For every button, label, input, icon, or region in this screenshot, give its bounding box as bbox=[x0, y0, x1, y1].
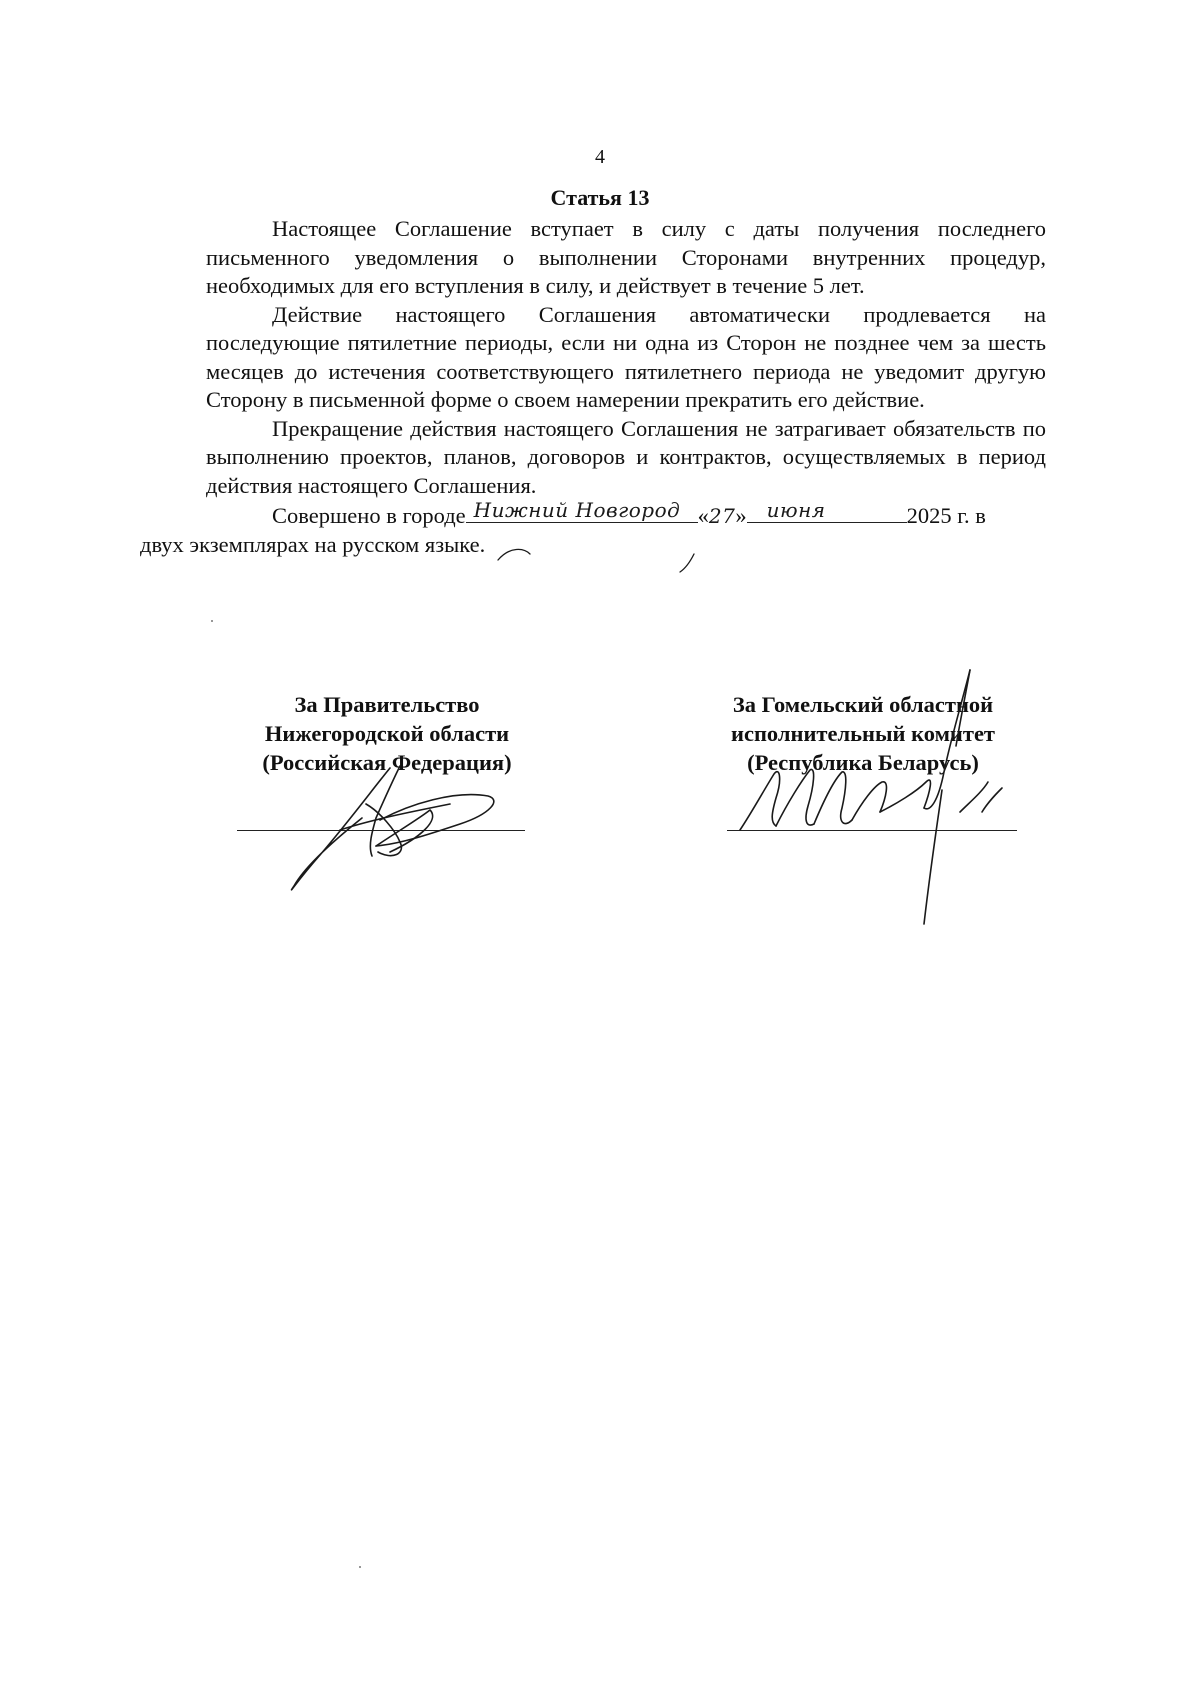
day-close-quote: » bbox=[735, 503, 747, 528]
handwriting-strokes bbox=[490, 540, 950, 580]
month-blank bbox=[747, 500, 907, 523]
signatory-right-line3: (Республика Беларусь) bbox=[747, 750, 979, 775]
signatory-right-line2: исполнительный комитет bbox=[731, 721, 995, 746]
day-open-quote: « bbox=[697, 503, 709, 528]
completion-year: 2025 г. в bbox=[906, 503, 986, 528]
paragraph-entry-into-force: Настоящее Соглашение вступает в силу с даты получения последнего письменного уведомления о выполнении Сторонами внутренних процедур, необходимых для его вступления в силу, и действует в течение 5 лет. bbox=[206, 216, 1046, 298]
signatory-right-line1: За Гомельский областной bbox=[732, 692, 994, 717]
page-number: 4 bbox=[595, 146, 605, 168]
signature-right bbox=[730, 662, 1030, 932]
article-title: Статья 13 bbox=[550, 185, 650, 210]
article-body bbox=[140, 215, 1046, 559]
completion-prefix: Совершено в городе bbox=[272, 503, 466, 528]
signature-left bbox=[280, 760, 520, 900]
signatory-left-line2: Нижегородской области bbox=[264, 721, 510, 746]
signatory-left-line3: (Российская Федерация) bbox=[262, 750, 512, 775]
signatory-left-line1: За Правительство bbox=[294, 692, 480, 717]
paragraph-automatic-renewal: Действие настоящего Соглашения автоматически продлевается на последующие пятилетние периоды, если ни одна из Сторон не позднее чем за шесть месяцев до истечения соответствующего пятилетнего периода не уведомит другую Сторону в письменной форме о своем намерении прекратить его действие. bbox=[206, 301, 1046, 412]
paragraph-termination-effect: Прекращение действия настоящего Соглашения не затрагивает обязательств по выполнению проектов, планов, договоров и контрактов, осуществляемых в период действия настоящего Соглашения. bbox=[206, 415, 1046, 498]
day-handwritten: 27 bbox=[708, 504, 736, 528]
city-handwritten: Нижний Новгород bbox=[473, 498, 681, 522]
scan-speck bbox=[359, 1566, 361, 1568]
scan-speck bbox=[211, 620, 213, 622]
completion-suffix: двух экземплярах на русском языке. bbox=[140, 531, 486, 557]
city-blank bbox=[466, 500, 698, 523]
month-handwritten: июня bbox=[766, 498, 826, 522]
